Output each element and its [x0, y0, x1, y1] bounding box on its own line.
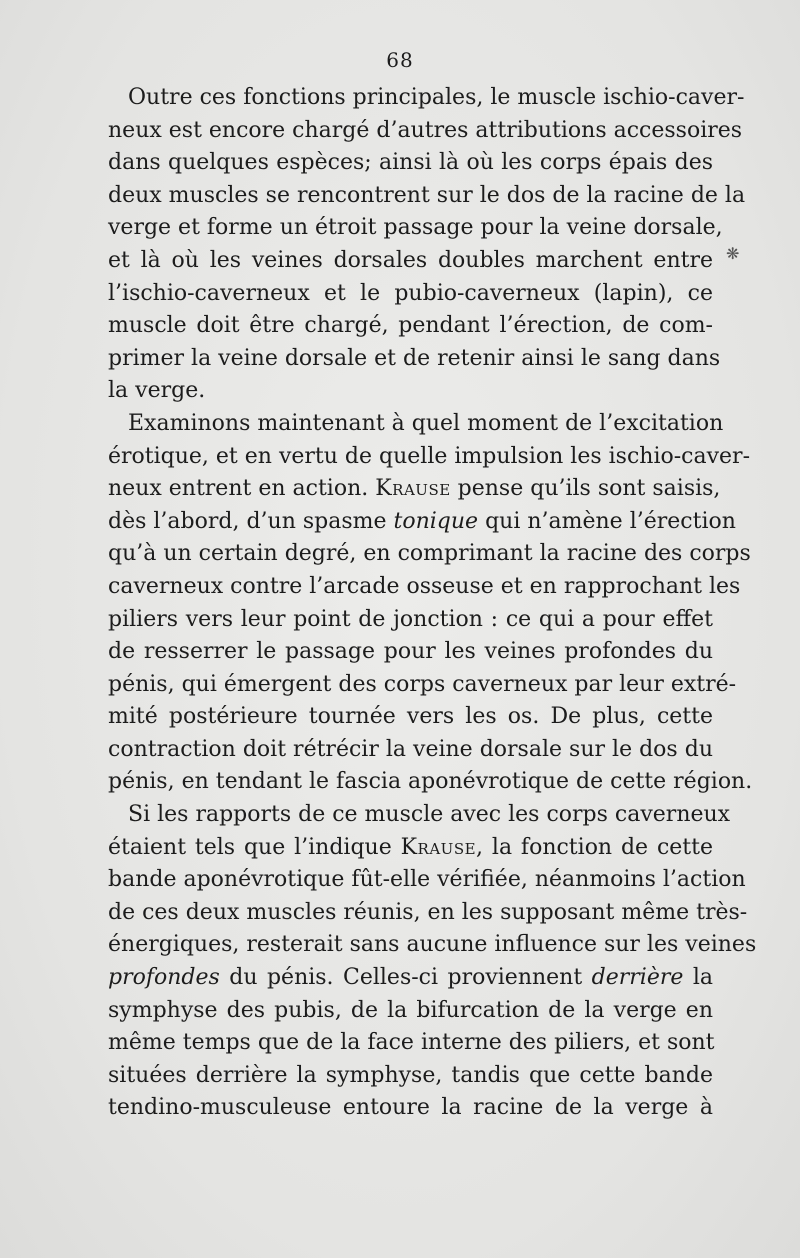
text-line — [108, 799, 731, 832]
text-line — [108, 375, 713, 408]
text-line — [108, 212, 723, 245]
body-text — [108, 82, 757, 1125]
text-segment: pénis, qui émergent des corps caverneux par leur extré- — [108, 671, 737, 697]
text-line — [108, 147, 713, 180]
text-line — [108, 669, 737, 702]
author-name: Krause — [400, 834, 477, 860]
text-segment: dans quelques espèces; ainsi là où les corps épais des — [108, 150, 713, 176]
text-line — [108, 1092, 713, 1125]
text-line — [108, 473, 721, 506]
text-segment: Si les rapports de ce muscle avec les corps caverneux — [128, 802, 731, 828]
text-line — [108, 82, 745, 115]
text-line — [108, 604, 713, 637]
text-line — [108, 571, 741, 604]
text-segment: tendino-musculeuse entoure la racine de la verge à — [108, 1095, 713, 1121]
text-segment: la — [683, 965, 713, 991]
text-line — [108, 115, 743, 148]
text-segment: mité postérieure tournée vers les os. De plus, cette — [108, 704, 713, 730]
text-segment: Examinons maintenant à quel moment de l’excitation — [128, 410, 724, 436]
text-segment: et là où les veines dorsales doubles marchent entre — [108, 247, 713, 273]
text-segment: dès l’abord, d’un spasme — [108, 508, 394, 534]
text-segment: Outre ces fonctions principales, le muscle ischio-caver- — [128, 85, 745, 110]
text-line — [108, 962, 713, 995]
text-segment: même temps que de la face interne des piliers, et sont — [108, 1030, 715, 1056]
text-segment: de ces deux muscles réunis, en les supposant même très- — [108, 899, 748, 925]
emphasis-text: derrière — [591, 965, 684, 991]
text-segment: pénis, en tendant le fascia aponévrotique de cette région. — [108, 769, 753, 795]
emphasis-text: profondes — [108, 965, 220, 991]
text-segment: neux est encore chargé d’autres attributions accessoires — [108, 117, 743, 143]
text-line — [108, 343, 721, 376]
text-line — [108, 929, 757, 962]
text-line — [108, 408, 724, 441]
text-segment: situées derrière la symphyse, tandis que cette bande — [108, 1062, 713, 1088]
author-name: Krause — [375, 476, 451, 502]
text-segment: étaient tels que l’indique — [108, 834, 401, 860]
text-line — [108, 701, 713, 734]
text-segment: neux entrent en action. — [108, 476, 376, 502]
text-segment: qu’à un certain degré, en comprimant la racine des corps — [108, 541, 751, 567]
text-line — [108, 897, 748, 930]
text-line — [108, 278, 713, 311]
text-segment: , la fonction de cette — [476, 834, 713, 860]
text-line — [108, 636, 713, 669]
printer-ornament-icon: ❋ — [726, 244, 740, 263]
text-line — [108, 441, 750, 474]
text-segment: verge et forme un étroit passage pour la veine dorsale, — [108, 215, 723, 241]
text-segment: bande aponévrotique fût-elle vérifiée, néanmoins l’action — [108, 867, 746, 893]
text-line — [108, 995, 713, 1028]
text-line — [108, 506, 736, 539]
text-line — [108, 245, 713, 278]
text-segment: piliers vers leur point de jonction : ce qui a pour effet — [108, 606, 713, 632]
text-segment: qui n’amène l’érection — [478, 508, 736, 534]
text-line — [108, 734, 713, 767]
text-segment: érotique, et en vertu de quelle impulsion les ischio-caver- — [108, 443, 750, 469]
text-line — [108, 310, 713, 343]
text-segment: contraction doit rétrécir la veine dorsale sur le dos du — [108, 736, 713, 762]
text-line — [108, 864, 746, 897]
text-segment: énergiques, resterait sans aucune influence sur les veines — [108, 932, 757, 958]
text-line — [108, 1060, 713, 1093]
text-segment: de resserrer le passage pour les veines profondes du — [108, 639, 713, 665]
text-segment: deux muscles se rencontrent sur le dos de la racine de la — [108, 182, 746, 208]
text-segment: primer la veine dorsale et de retenir ainsi le sang dans — [108, 345, 721, 371]
text-line — [108, 1027, 713, 1060]
text-segment: caverneux contre l’arcade osseuse et en rapprochant les — [108, 573, 741, 599]
text-line — [108, 832, 713, 865]
text-segment: du pénis. Celles-ci proviennent — [219, 965, 592, 991]
text-line — [108, 538, 751, 571]
text-segment: la verge. — [108, 378, 206, 404]
text-segment: symphyse des pubis, de la bifurcation de la verge en — [108, 997, 713, 1023]
text-segment: muscle doit être chargé, pendant l’érection, de com- — [108, 313, 713, 339]
text-segment: l’ischio-caverneux et le pubio-caverneux (lapin), ce — [108, 280, 713, 306]
text-line — [108, 766, 753, 799]
text-line — [108, 180, 746, 213]
page-number: 68 — [386, 48, 414, 72]
emphasis-text: tonique — [393, 508, 479, 534]
text-segment: pense qu’ils sont saisis, — [450, 476, 721, 502]
